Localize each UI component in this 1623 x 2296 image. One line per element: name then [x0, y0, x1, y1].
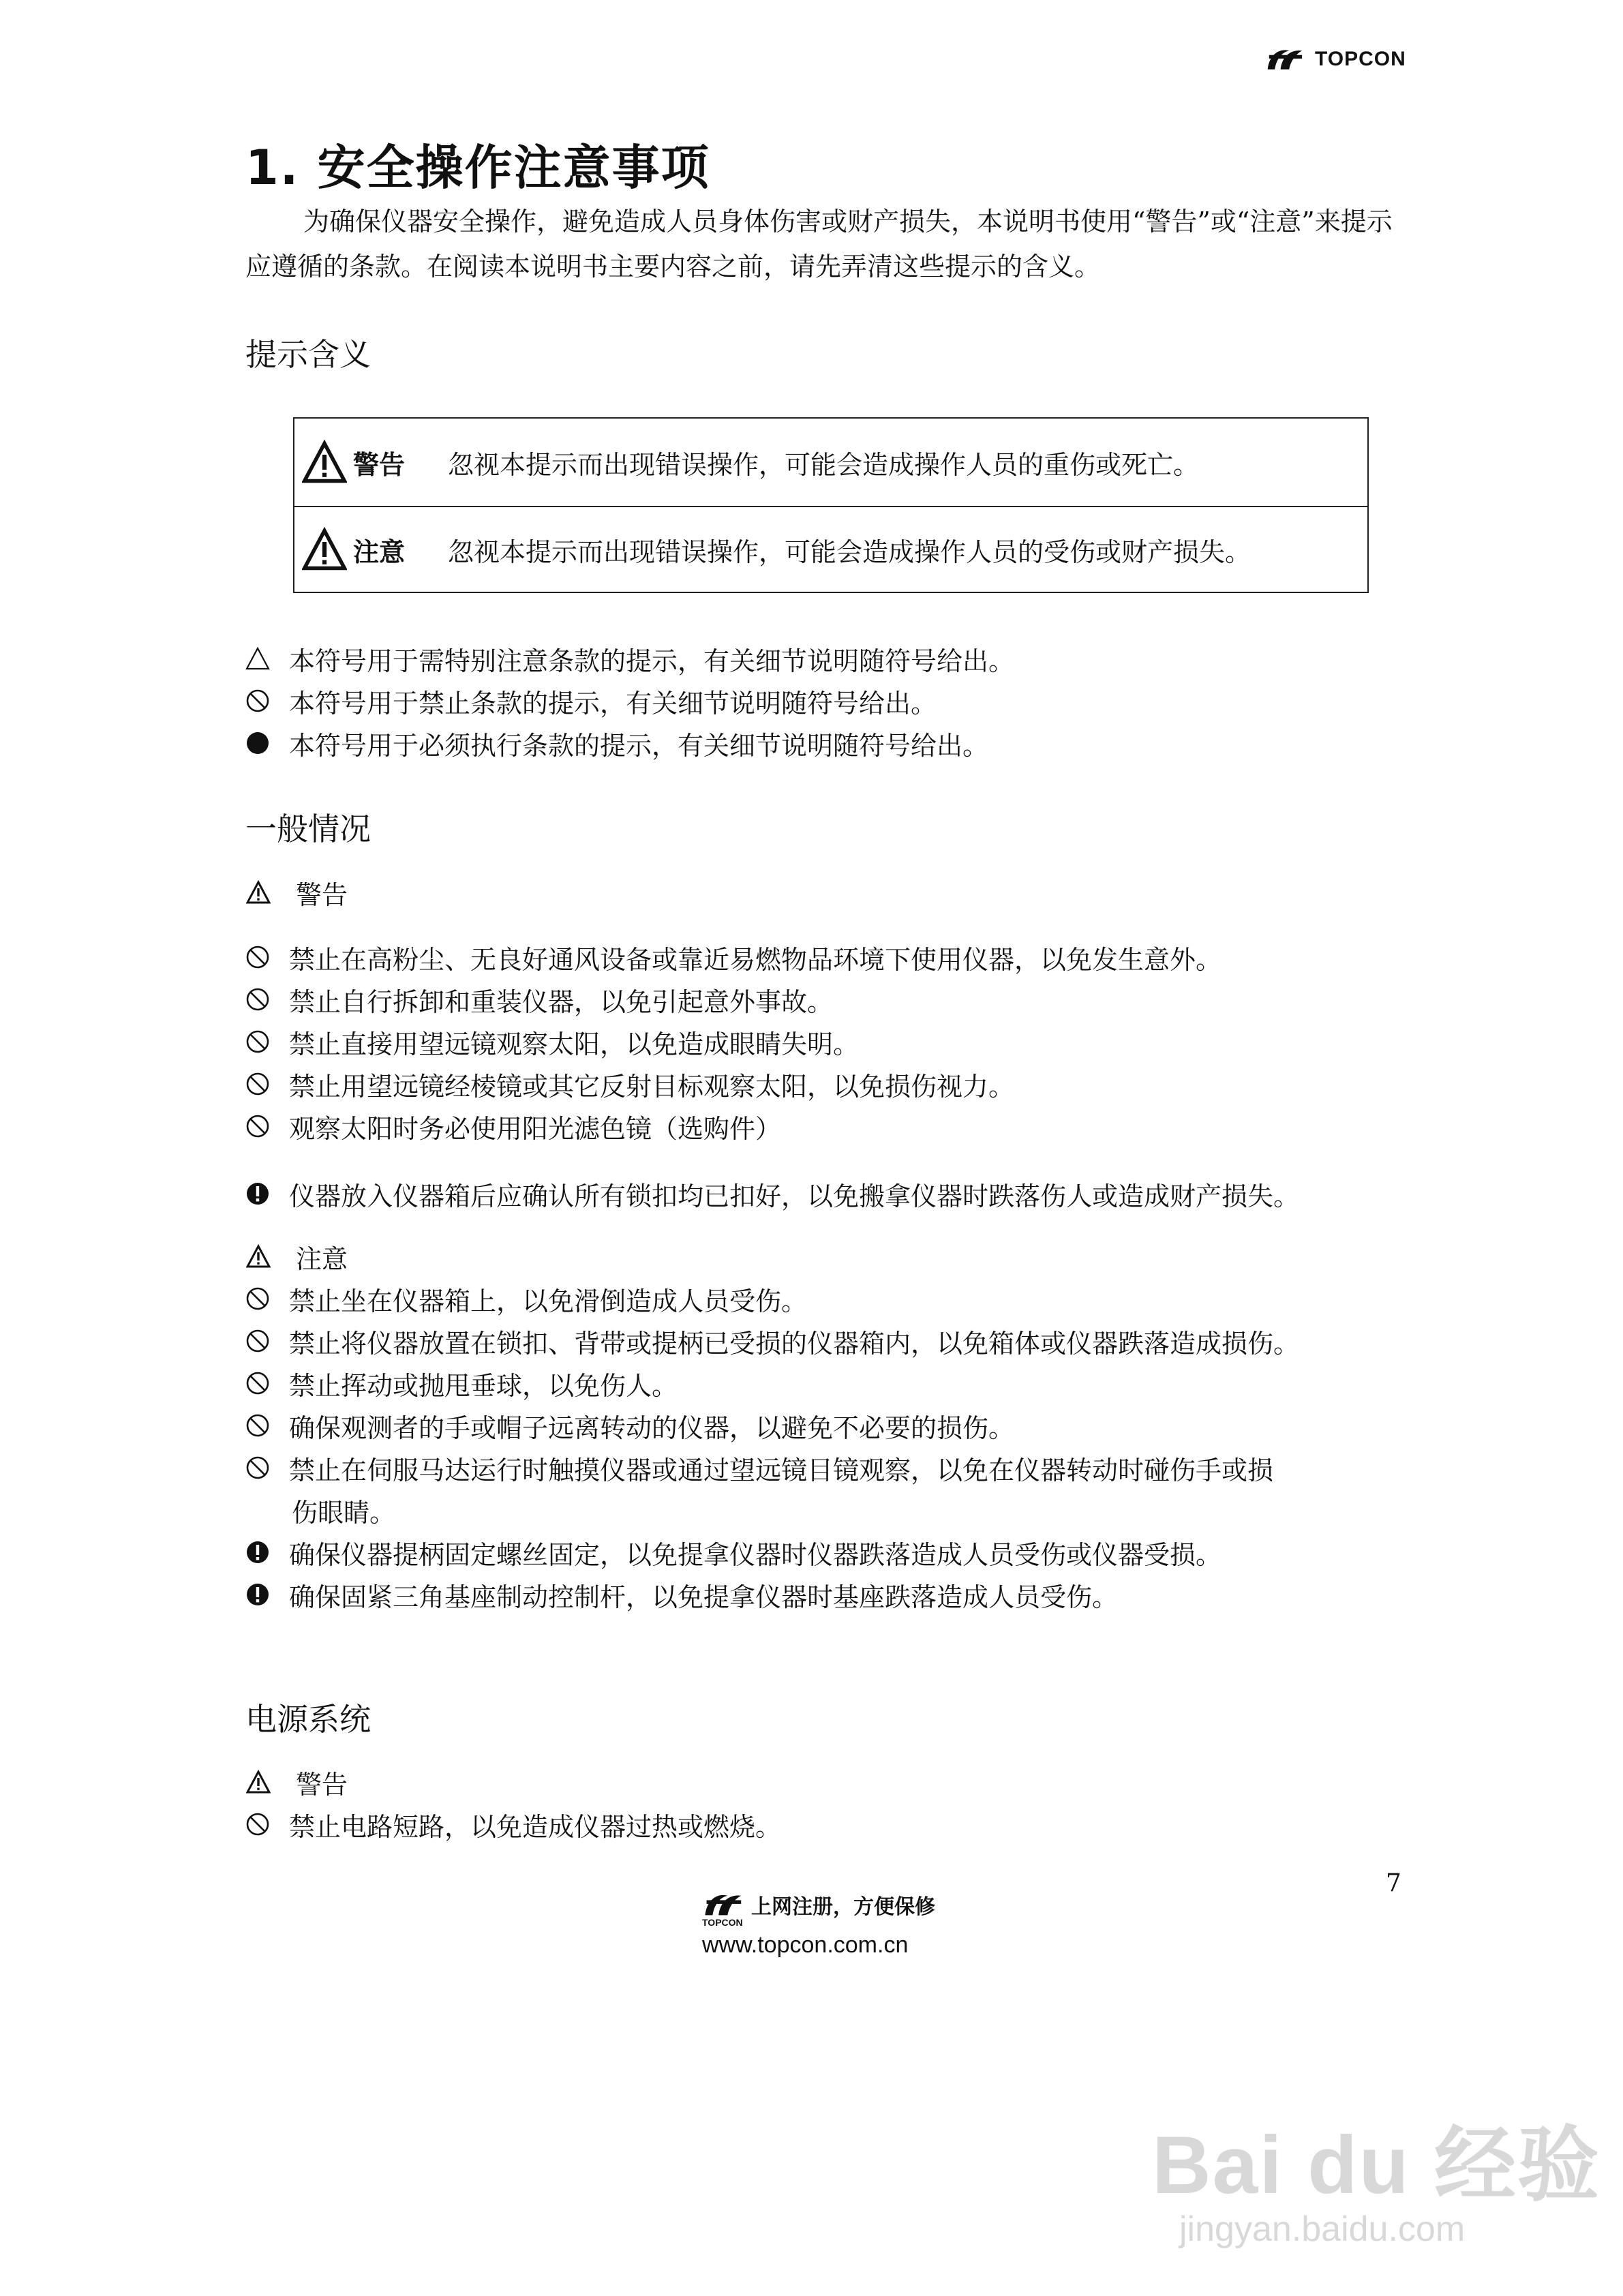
caution-icon — [245, 1244, 271, 1269]
prohibit-icon — [245, 1371, 270, 1395]
mandatory-icon — [245, 1582, 270, 1607]
general-heading: 一般情况 — [245, 811, 371, 847]
hint-row-caution — [294, 506, 1367, 593]
hint-table — [293, 417, 1369, 593]
list-item: 仪器放入仪器箱后应确认所有锁扣均已扣好，以免搬拿仪器时跌落伤人或造成财产损失。 — [245, 1173, 1299, 1215]
symbol-item — [245, 680, 937, 722]
list-item: 禁止电路短路，以免造成仪器过热或燃烧。 — [245, 1803, 781, 1845]
brand-header — [1264, 45, 1406, 74]
page-title: 1. 安全操作注意事项 — [245, 140, 710, 196]
footer-brand — [702, 1890, 947, 1959]
watermark-brand: Bai du 经验 — [1152, 2119, 1601, 2211]
hint-label: 注意 — [353, 537, 406, 567]
footer-logo-text: TOPCON — [702, 1917, 743, 1928]
list-item: 确保固紧三角基座制动控制杆，以免提拿仪器时基座跌落造成人员受伤。 — [245, 1573, 1118, 1616]
list-item: 禁止将仪器放置在锁扣、背带或提柄已受损的仪器箱内，以免箱体或仪器跌落造成损伤。 — [245, 1320, 1299, 1362]
topcon-logo-icon — [1264, 45, 1308, 74]
hint-text: 忽视本提示而出现错误操作，可能会造成操作人员的重伤或死亡。 — [448, 449, 1200, 480]
symbol-item — [245, 637, 1014, 680]
prohibit-icon — [245, 1072, 270, 1096]
prohibit-icon — [245, 1413, 270, 1438]
warning-icon — [245, 1770, 271, 1794]
symbol-item — [245, 722, 988, 764]
intro-text: 为确保仪器安全操作，避免造成人员身体伤害或财产损失，本说明书使用“警告”或“注意”来提示应遵循的条款。在阅读本说明书主要内容之前，请先弄清这些提示的含义。 — [245, 207, 1393, 282]
symbol-text: 本符号用于禁止条款的提示，有关细节说明随符号给出。 — [289, 688, 937, 719]
watermark — [1152, 2100, 1601, 2250]
prohibit-icon — [245, 945, 270, 969]
prohibit-icon — [245, 987, 270, 1012]
hint-heading: 提示含义 — [245, 336, 371, 373]
list-item: 禁止坐在仪器箱上，以免滑倒造成人员受伤。 — [245, 1278, 807, 1320]
prohibit-icon — [245, 689, 270, 713]
hint-label: 警告 — [353, 449, 406, 480]
hint-row-warning — [294, 419, 1367, 507]
list-item: 禁止用望远镜经棱镜或其它反射目标观察太阳，以免损伤视力。 — [245, 1063, 1014, 1105]
caution-icon — [300, 527, 349, 572]
list-item: 禁止自行拆卸和重装仪器，以免引起意外事故。 — [245, 978, 833, 1021]
watermark-url: jingyan.baidu.com — [1179, 2209, 1466, 2249]
list-item: 禁止在伺服马达运行时触摸仪器或通过望远镜目镜观察，以免在仪器转动时碰伤手或损 — [245, 1447, 1273, 1489]
prohibit-icon — [245, 1329, 270, 1353]
filled-circle-icon — [245, 731, 270, 755]
page-number: 7 — [1386, 1869, 1401, 1897]
list-item: 禁止挥动或抛甩垂球，以免伤人。 — [245, 1362, 678, 1404]
prohibit-icon — [245, 1286, 270, 1311]
general-caution-label: 注意 — [245, 1235, 348, 1278]
symbol-text: 本符号用于需特别注意条款的提示，有关细节说明随符号给出。 — [289, 646, 1015, 676]
hint-text: 忽视本提示而出现错误操作，可能会造成操作人员的受伤或财产损失。 — [448, 537, 1252, 567]
list-item: 禁止直接用望远镜观察太阳，以免造成眼睛失明。 — [245, 1021, 859, 1063]
prohibit-icon — [245, 1812, 270, 1837]
warning-icon — [300, 440, 349, 485]
general-warning-label: 警告 — [245, 871, 348, 913]
symbol-text: 本符号用于必须执行条款的提示，有关细节说明随符号给出。 — [289, 730, 989, 761]
power-warning-label: 警告 — [245, 1761, 348, 1803]
list-item: 禁止在高粉尘、无良好通风设备或靠近易燃物品环境下使用仪器，以免发生意外。 — [245, 936, 1222, 978]
footer-slogan: 上网注册，方便保修 — [751, 1895, 935, 1919]
list-item-continuation: 伤眼睛。 — [292, 1497, 396, 1528]
power-heading: 电源系统 — [245, 1701, 371, 1738]
prohibit-icon — [245, 1114, 270, 1138]
triangle-icon — [245, 646, 270, 671]
intro-paragraph — [245, 199, 1404, 289]
mandatory-icon — [245, 1540, 270, 1565]
warning-icon — [245, 880, 271, 905]
list-item: 观察太阳时务必使用阳光滤色镜（选购件） — [245, 1105, 781, 1147]
mandatory-icon — [245, 1181, 270, 1206]
brand-name: TOPCON — [1315, 48, 1406, 70]
list-item: 确保观测者的手或帽子远离转动的仪器，以避免不必要的损伤。 — [245, 1404, 1014, 1447]
footer-url: www.topcon.com.cn — [702, 1932, 909, 1958]
topcon-logo-icon — [702, 1890, 747, 1920]
prohibit-icon — [245, 1455, 270, 1480]
list-item: 确保仪器提柄固定螺丝固定，以免提拿仪器时仪器跌落造成人员受伤或仪器受损。 — [245, 1531, 1222, 1573]
prohibit-icon — [245, 1029, 270, 1054]
